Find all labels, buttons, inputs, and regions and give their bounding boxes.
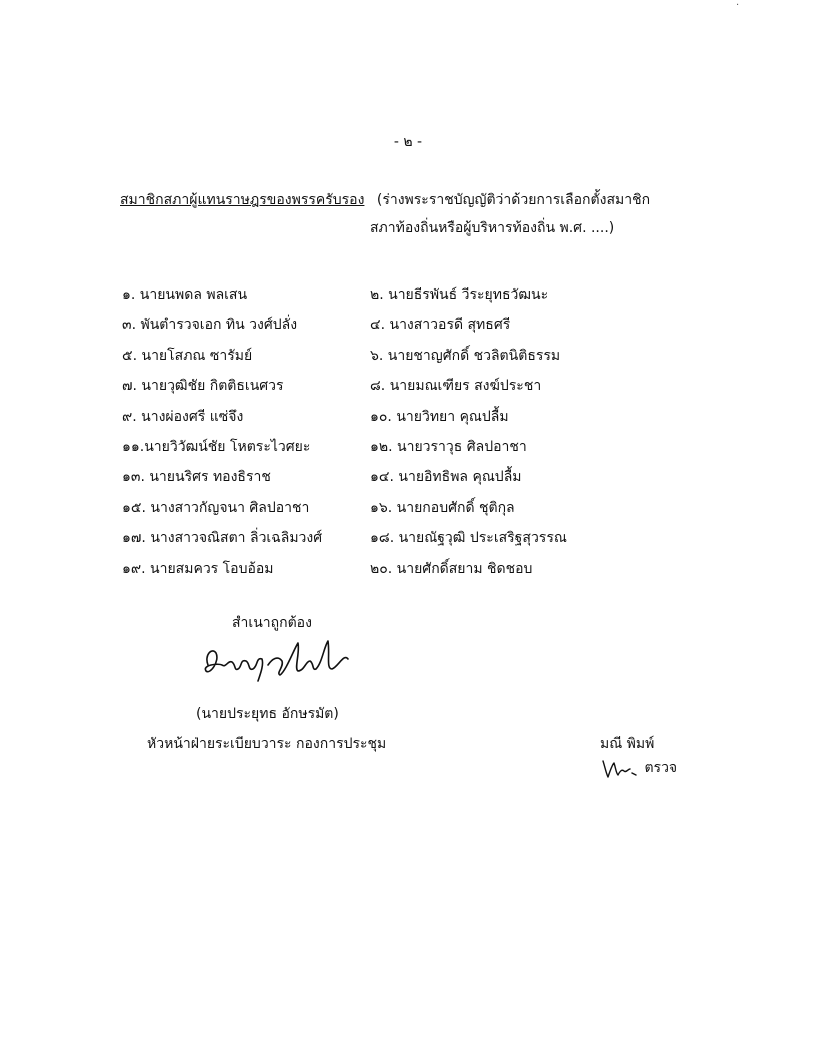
member-right: ๑๔. นายอิทธิพล คุณปลื้ม [370, 469, 522, 486]
member-right: ๖. นายชาญศักดิ์ ชวลิตนิติธรรม [370, 347, 561, 364]
member-right: ๒๐. นายศักดิ์สยาม ชิดชอบ [370, 560, 533, 577]
member-right: ๑๒. นายวราวุธ ศิลปอาชา [370, 438, 527, 455]
checker-label: ตรวจ [644, 760, 678, 776]
signer-title: หัวหน้าฝ่ายระเบียบวาระ กองการประชุม [147, 736, 387, 752]
member-right: ๘. นายมณเฑียร สงฆ์ประชา [370, 378, 542, 395]
member-left: ๓. พันตำรวจเอก ทิน วงศ์ปลั่ง [122, 317, 298, 334]
heading [120, 186, 680, 214]
member-list [122, 280, 682, 584]
member-left: ๕. นายโสภณ ซารัมย์ [122, 347, 253, 364]
member-row [122, 554, 682, 584]
member-left: ๑๓. นายนริศร ทองธิราช [122, 469, 271, 486]
member-row [122, 310, 682, 340]
page-number: - ๒ - [393, 134, 423, 150]
heading-line1: (ร่างพระราชบัญญัติว่าด้วยการเลือกตั้งสมาชิก [376, 192, 651, 208]
member-right: ๒. นายธีรพันธ์ วีระยุทธวัฒนะ [370, 287, 549, 303]
member-right: ๑๖. นายกอบศักดิ์ ชุติกุล [370, 499, 515, 516]
signature-icon [198, 635, 358, 685]
initials-icon [600, 757, 640, 779]
member-row [122, 493, 682, 523]
corner-mark: · [736, 0, 740, 11]
member-left: ๑๙. นายสมควร โอบอ้อม [122, 560, 274, 577]
member-left: ๑๗. นางสาวจณิสตา ลิ่วเฉลิมวงศ์ [122, 530, 323, 547]
typist-note: มณี พิมพ์ [600, 736, 655, 752]
member-left: ๗. นายวุฒิชัย กิตติธเนศวร [122, 378, 284, 395]
member-right: ๑๐. นายวิทยา คุณปลื้ม [370, 408, 509, 425]
checker-note [600, 757, 677, 779]
member-right: ๔. นางสาวอรดี สุทธศรี [370, 317, 511, 334]
certified-text: สำเนาถูกต้อง [232, 615, 312, 631]
member-row [122, 280, 682, 310]
member-row [122, 432, 682, 462]
member-left: ๙. นางผ่องศรี แซ่จึง [122, 408, 244, 425]
member-left: ๑๑.นายวิวัฒน์ชัย โหตระไวศยะ [122, 438, 311, 455]
heading-line2: สภาท้องถิ่นหรือผู้บริหารท้องถิ่น พ.ศ. ....) [370, 220, 615, 236]
member-row [122, 371, 682, 401]
member-row [122, 341, 682, 371]
heading-label: สมาชิกสภาผู้แทนราษฎรของพรรครับรอง [120, 192, 365, 208]
member-left: ๑. นายนพดล พลเสน [122, 287, 248, 303]
member-row [122, 462, 682, 492]
member-left: ๑๕. นางสาวกัญจนา ศิลปอาชา [122, 499, 310, 516]
member-row [122, 402, 682, 432]
member-row [122, 523, 682, 553]
member-right: ๑๘. นายณัฐวุฒิ ประเสริฐสุวรรณ [370, 530, 567, 547]
signer-name: (นายประยุทธ อักษรมัต) [196, 706, 339, 722]
